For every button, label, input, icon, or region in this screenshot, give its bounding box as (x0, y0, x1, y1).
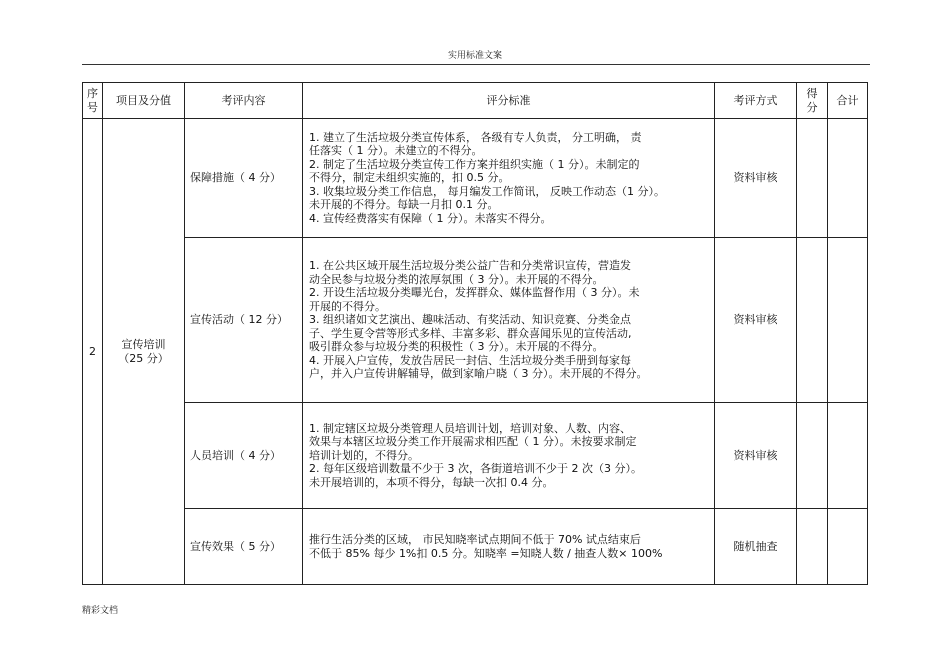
project-points: （25 分） (118, 351, 169, 365)
content-cell: 保障措施（ 4 分） (185, 119, 303, 238)
header-content: 考评内容 (185, 83, 303, 119)
row-seq: 2 (83, 119, 103, 585)
total-cell (828, 119, 868, 238)
criteria-cell: 1. 建立了生活垃圾分类宣传体系， 各级有专人负责， 分工明确， 责 任落实（ 1 分）。未建立的不得分。 2. 制定了生活垃圾分类宣传工作方案并组织实施（ 1 分）。未制定的 不得分，制定未组织实施的，扣 0.5 分。 3. 收集垃圾分类工作信息， 每月编发工作简讯， 反映工作动态（1 分）。 未开展的不得分。每缺一月扣 0.1 分。 4. 宣传经费落实有保障（ 1 分）。未落实不得分。 (303, 119, 715, 238)
total-cell (828, 403, 868, 509)
table-row (83, 509, 868, 585)
method-cell: 资料审核 (715, 403, 797, 509)
page-header-title: 实用标准文案 (447, 51, 502, 61)
content-cell: 宣传效果（ 5 分） (185, 509, 303, 585)
project-cell (103, 119, 185, 585)
evaluation-table (82, 82, 868, 585)
criteria-cell: 1. 在公共区域开展生活垃圾分类公益广告和分类常识宣传，营造发 动全民参与垃圾分类的浓厚氛围（ 3 分）。未开展的不得分。 2. 开设生活垃圾分类曝光台，发挥群众、媒体监督作用（ 3 分）。未 开展的不得分。 3. 组织诸如文艺演出、趣味活动、有奖活动、知识竞赛、分类金点 子、学生夏令营等形式多样、丰富多彩、群众喜闻乐见的宣传活动, 吸引群众参与垃圾分类的积极性（ 3 分）。未开展的不得分。 4. 开展入户宣传，发放告居民一封信、生活垃圾分类手册到每家每 户，并入户宣传讲解辅导，做到家喻户晓（ 3 分）。未开展的不得分。 (303, 238, 715, 403)
total-cell (828, 509, 868, 585)
header-total: 合计 (828, 83, 868, 119)
method-cell: 资料审核 (715, 119, 797, 238)
score-cell (797, 403, 828, 509)
header-project: 项目及分值 (103, 83, 185, 119)
content-cell: 人员培训（ 4 分） (185, 403, 303, 509)
page-footer-note: 精彩文档 (82, 606, 119, 616)
header-score: 得 分 (797, 83, 828, 119)
total-cell (828, 238, 868, 403)
score-cell (797, 509, 828, 585)
table-row (83, 119, 868, 238)
score-cell (797, 119, 828, 238)
project-name: 宣传培训 (121, 338, 166, 351)
header-seq: 序 号 (83, 83, 103, 119)
method-cell: 随机抽查 (715, 509, 797, 585)
table-header-row (83, 83, 868, 119)
score-cell (797, 238, 828, 403)
table-row (83, 403, 868, 509)
header-rule (82, 64, 870, 65)
method-cell: 资料审核 (715, 238, 797, 403)
header-method: 考评方式 (715, 83, 797, 119)
header-criteria: 评分标准 (303, 83, 715, 119)
table-row (83, 238, 868, 403)
criteria-cell: 1. 制定辖区垃圾分类管理人员培训计划，培训对象、人数、内容、 效果与本辖区垃圾分类工作开展需求相匹配（ 1 分）。未按要求制定 培训计划的，不得分。 2. 每年区级培训数量不少于 3 次，各街道培训不少于 2 次（3 分）。 未开展培训的，本项不得分，每缺一次扣 0.4 分。 (303, 403, 715, 509)
criteria-cell: 推行生活分类的区域， 市民知晓率试点期间不低于 70% 试点结束后 不低于 85% 每少 1%扣 0.5 分。知晓率 =知晓人数 / 抽查人数× 100% (303, 509, 715, 585)
content-cell: 宣传活动（ 12 分） (185, 238, 303, 403)
